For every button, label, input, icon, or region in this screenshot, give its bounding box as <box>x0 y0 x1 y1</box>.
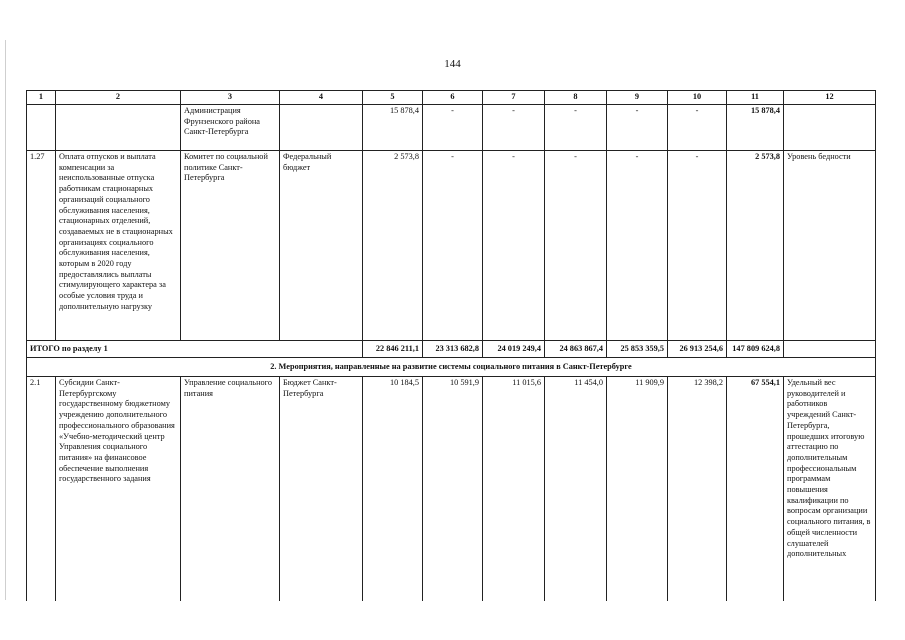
value-year-5: - <box>607 105 668 151</box>
row-number: 2.1 <box>27 377 56 601</box>
table-row <box>27 151 876 341</box>
column-header: 5 <box>363 91 423 105</box>
column-header: 8 <box>545 91 607 105</box>
value-year-1: 2 573,8 <box>363 151 423 341</box>
section-row <box>27 358 876 377</box>
margin-rule <box>5 40 6 600</box>
value-year-4: - <box>545 151 607 341</box>
total-year-5: 25 853 359,5 <box>607 341 668 358</box>
total-grand: 147 809 624,8 <box>727 341 784 358</box>
column-header: 3 <box>181 91 280 105</box>
value-total: 15 878,4 <box>727 105 784 151</box>
value-year-2: - <box>423 151 483 341</box>
measure-name: Оплата отпусков и выплата компенсации за неиспользованные отпуска работникам стационарных организаций социального обслуживания населения, стационарных отделений, создаваемых не в стационарных организациях социального обслуживания населения, которым в 2020 году предоставлялись выплаты стимулирующего характера за особые условия труда и дополнительную нагрузку <box>56 151 181 341</box>
column-header: 4 <box>280 91 363 105</box>
column-header: 1 <box>27 91 56 105</box>
value-year-3: 11 015,6 <box>483 377 545 601</box>
column-header: 7 <box>483 91 545 105</box>
value-year-6: 12 398,2 <box>668 377 727 601</box>
total-year-6: 26 913 254,6 <box>668 341 727 358</box>
funding-source: Федеральный бюджет <box>280 151 363 341</box>
value-year-1: 15 878,4 <box>363 105 423 151</box>
program-table <box>26 90 876 601</box>
total-year-2: 23 313 682,8 <box>423 341 483 358</box>
section-title: 2. Мероприятия, направленные на развитие системы социального питания в Санкт-Петербурге <box>27 358 876 377</box>
column-header: 11 <box>727 91 784 105</box>
value-year-5: 11 909,9 <box>607 377 668 601</box>
total-indicator-empty <box>784 341 876 358</box>
measure-name <box>56 105 181 151</box>
total-label: ИТОГО по разделу 1 <box>27 341 363 358</box>
column-header: 9 <box>607 91 668 105</box>
value-year-6: - <box>668 105 727 151</box>
value-year-5: - <box>607 151 668 341</box>
funding-source <box>280 105 363 151</box>
value-year-2: - <box>423 105 483 151</box>
value-year-6: - <box>668 151 727 341</box>
value-year-4: - <box>545 105 607 151</box>
executor: Комитет по социальной политике Санкт-Петербурга <box>181 151 280 341</box>
indicator <box>784 105 876 151</box>
indicator: Удельный вес руководителей и работников учреждений Санкт-Петербурга, прошедших итоговую аттестацию по дополнительным профессиональным программам повышения квалификации по вопросам организации социального питания, в общей численности слушателей дополнительных <box>784 377 876 601</box>
value-total: 67 554,1 <box>727 377 784 601</box>
table-row <box>27 105 876 151</box>
indicator: Уровень бедности <box>784 151 876 341</box>
total-year-3: 24 019 249,4 <box>483 341 545 358</box>
row-number: 1.27 <box>27 151 56 341</box>
value-year-2: 10 591,9 <box>423 377 483 601</box>
row-number <box>27 105 56 151</box>
column-header: 12 <box>784 91 876 105</box>
total-year-4: 24 863 867,4 <box>545 341 607 358</box>
executor: Администрация Фрунзенского района Санкт-Петербурга <box>181 105 280 151</box>
funding-source: Бюджет Санкт-Петербурга <box>280 377 363 601</box>
value-total: 2 573,8 <box>727 151 784 341</box>
column-header: 10 <box>668 91 727 105</box>
column-header-row <box>27 91 876 105</box>
total-row <box>27 341 876 358</box>
page-number: 144 <box>444 58 461 70</box>
column-header: 6 <box>423 91 483 105</box>
value-year-3: - <box>483 151 545 341</box>
value-year-1: 10 184,5 <box>363 377 423 601</box>
value-year-4: 11 454,0 <box>545 377 607 601</box>
executor: Управление социального питания <box>181 377 280 601</box>
total-year-1: 22 846 211,1 <box>363 341 423 358</box>
value-year-3: - <box>483 105 545 151</box>
measure-name: Субсидии Санкт-Петербургскому государственному бюджетному учреждению дополнительного профессионального образования «Учебно-методический центр Управления социального питания» на финансовое обеспечение выполнения государственного задания <box>56 377 181 601</box>
column-header: 2 <box>56 91 181 105</box>
table-row <box>27 377 876 601</box>
